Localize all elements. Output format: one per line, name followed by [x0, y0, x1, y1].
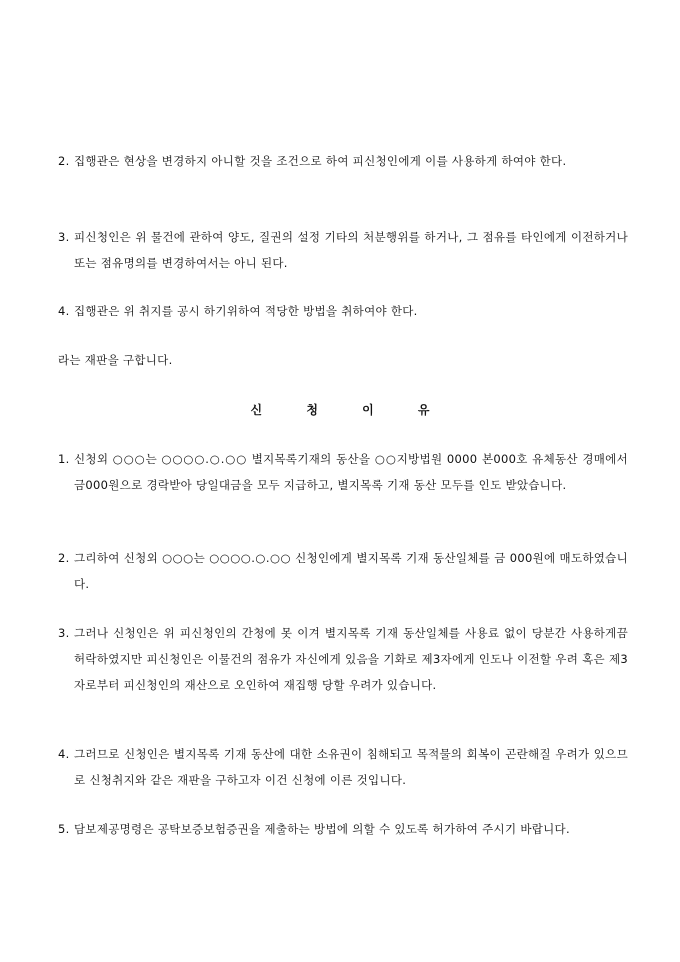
order-item-3: [58, 224, 628, 276]
order-item-number: 3.: [58, 230, 70, 244]
reason-item-text: 그리하여 신청외 ○○○는 ○○○○.○.○○ 신청인에게 별지목록 기재 동산일체를 금 000원에 매도하였습니다.: [74, 551, 628, 591]
reason-item-text: 담보제공명령은 공탁보증보험증권을 제출하는 방법에 의할 수 있도록 허가하여 주시기 바랍니다.: [74, 822, 570, 836]
reason-item-3: [58, 620, 628, 698]
order-item-text: 피신청인은 위 물건에 관하여 양도, 질권의 설정 기타의 처분행위를 하거나, 그 점유를 타인에게 이전하거나 또는 점유명의를 변경하여서는 아니 된다.: [74, 230, 628, 270]
reason-item-1: [58, 446, 628, 498]
order-item-number: 2.: [58, 154, 70, 168]
reason-item-text: 그러나 신청인은 위 피신청인의 간청에 못 이겨 별지목록 기재 동산일체를 사용료 없이 당분간 사용하게끔 허락하였지만 피신청인은 이물건의 점유가 자신에게 있음을 기화로 제3자에게 인도나 이전할 우려 혹은 제3자로부터 피신청인의 재산으로 오인하여 재집행 당할 우려가 있습니다.: [74, 626, 628, 692]
reason-item-2: [58, 545, 628, 597]
order-item-4: [58, 298, 628, 324]
reason-item-text: 그러므로 신청인은 별지목록 기재 동산에 대한 소유권이 침해되고 목적물의 회복이 곤란해질 우려가 있으므로 신청취지와 같은 재판을 구하고자 이건 신청에 이른 것입니다.: [74, 747, 628, 787]
order-item-text: 집행관은 현상을 변경하지 아니할 것을 조건으로 하여 피신청인에게 이를 사용하게 하여야 한다.: [74, 154, 567, 168]
reason-item-number: 5.: [58, 822, 70, 836]
order-item-number: 4.: [58, 304, 70, 318]
closing-sentence: 라는 재판을 구합니다.: [58, 353, 173, 367]
reason-item-number: 1.: [58, 452, 70, 466]
reason-item-number: 4.: [58, 747, 70, 761]
order-item-text: 집행관은 위 취지를 공시 하기위하여 적당한 방법을 취하여야 한다.: [74, 304, 418, 318]
reason-item-5: [58, 816, 628, 842]
reasons-heading: 신 청 이 유: [250, 403, 430, 417]
reason-item-4: [58, 741, 628, 793]
reason-item-number: 3.: [58, 626, 70, 640]
reason-item-text: 신청외 ○○○는 ○○○○.○.○○ 별지목록기재의 동산을 ○○지방법원 0000 본000호 유체동산 경매에서 금000원으로 경락받아 당일대금을 모두 지급하고, 별지목록 기재 동산 모두를 인도 받았습니다.: [74, 452, 628, 492]
reason-item-number: 2.: [58, 551, 70, 565]
order-item-2: [58, 148, 628, 174]
